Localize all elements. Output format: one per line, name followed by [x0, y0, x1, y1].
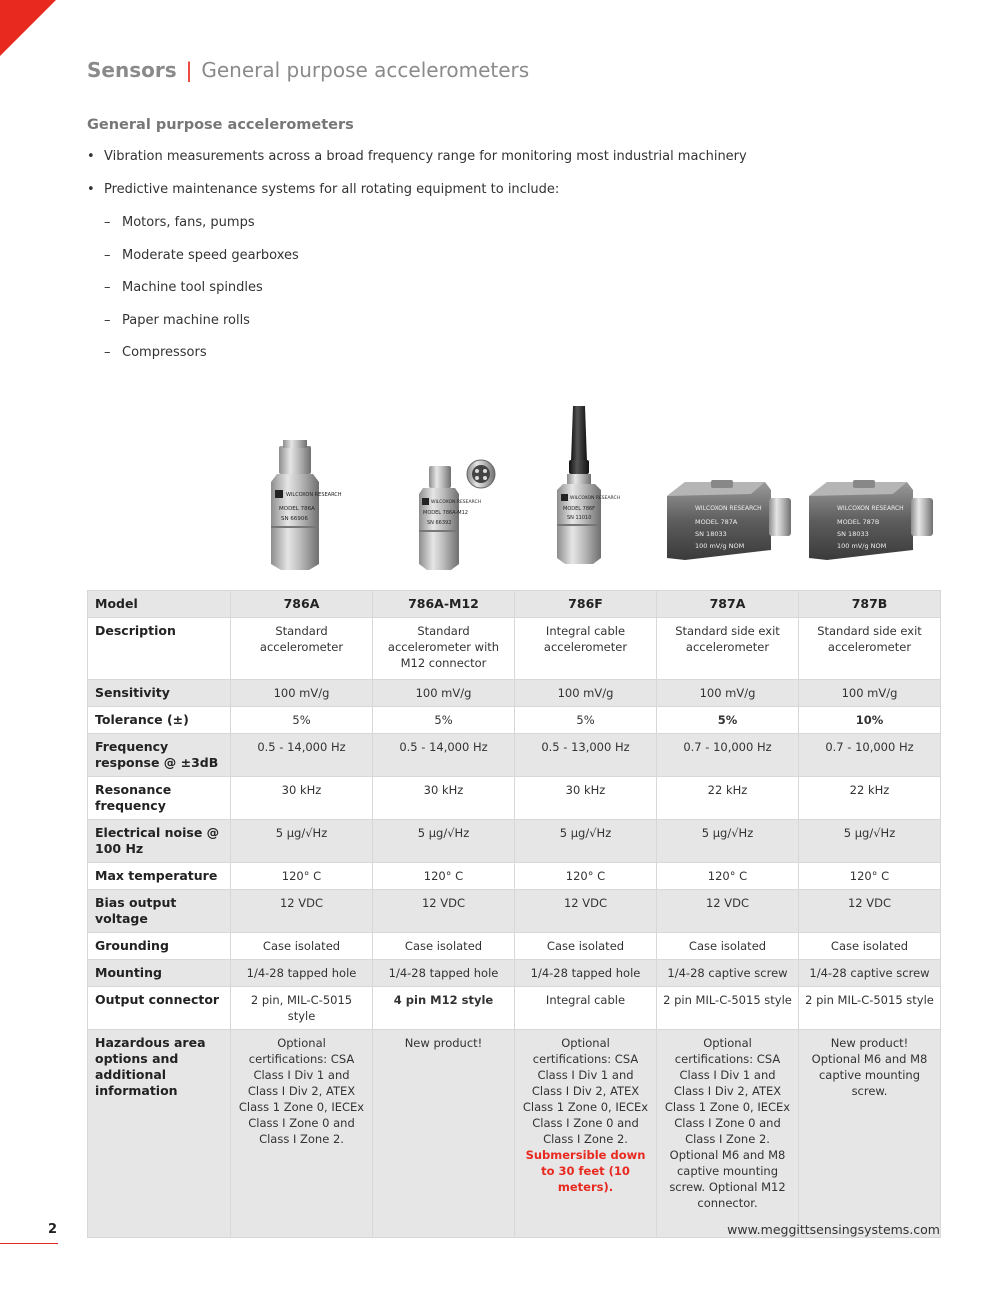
product-images	[229, 398, 939, 583]
product-image-786F	[513, 398, 655, 583]
table-cell: 12 VDC	[799, 890, 941, 933]
product-image-786A	[229, 398, 371, 583]
product-model-text: MODEL 787B	[837, 518, 880, 526]
dash-mark: –	[104, 280, 111, 296]
sub-bullet-text: Motors, fans, pumps	[122, 215, 255, 230]
table-cell-highlight: 5%	[657, 707, 799, 734]
model-header-786F: 786F	[515, 591, 657, 618]
table-cell: Optional certifications: CSA Class I Div 1 and Class I Div 2, ATEX Class 1 Zone 0, IECEx Class I Zone 0 and Class I Zone 2.	[231, 1030, 373, 1238]
row-label: Bias output voltage	[88, 890, 231, 933]
product-sn-text: SN 66392	[427, 520, 452, 526]
table-cell: 100 mV/g	[515, 680, 657, 707]
row-label: Sensitivity	[88, 680, 231, 707]
table-cell: 5 µg/√Hz	[657, 820, 799, 863]
table-row-model	[88, 591, 941, 618]
bullet-mark: •	[87, 182, 95, 197]
product-extra-text: 100 mV/g NOM	[837, 542, 887, 550]
table-cell: 30 kHz	[515, 777, 657, 820]
table-cell	[515, 1030, 657, 1238]
table-cell: 5 µg/√Hz	[515, 820, 657, 863]
table-cell: Standard side exit accelerometer	[657, 618, 799, 680]
footer-accent-line	[0, 1243, 58, 1244]
table-cell: 100 mV/g	[231, 680, 373, 707]
sub-list-item	[87, 247, 967, 280]
sub-list-item	[87, 344, 967, 377]
submersible-note: Submersible down to 30 feet (10 meters).	[525, 1148, 646, 1194]
table-cell: 120° C	[657, 863, 799, 890]
product-sn-text: SN 66906	[281, 516, 308, 522]
table-row-resonance	[88, 777, 941, 820]
row-label: Model	[88, 591, 231, 618]
sub-list-item	[87, 279, 967, 312]
table-cell-highlight: 10%	[799, 707, 941, 734]
sub-bullet-text: Compressors	[122, 345, 207, 361]
bullet-mark: •	[87, 149, 95, 164]
table-row-description	[88, 618, 941, 680]
table-cell: 100 mV/g	[657, 680, 799, 707]
product-brand-text: WILCOXON RESEARCH	[837, 505, 904, 512]
table-cell: 22 kHz	[799, 777, 941, 820]
table-cell: 120° C	[799, 863, 941, 890]
row-label: Electrical noise @ 100 Hz	[88, 820, 231, 863]
row-label: Tolerance (±)	[88, 707, 231, 734]
table-row-hazardous	[88, 1030, 941, 1238]
table-cell: 2 pin MIL-C-5015 style	[657, 987, 799, 1030]
table-cell: 5 µg/√Hz	[373, 820, 515, 863]
row-label: Resonance frequency	[88, 777, 231, 820]
row-label: Frequency response @ ±3dB	[88, 734, 231, 777]
product-brand-text: WILCOXON RESEARCH	[570, 496, 620, 501]
row-label: Output connector	[88, 987, 231, 1030]
hazardous-text: Optional certifications: CSA Class I Div 1 and Class I Div 2, ATEX Class 1 Zone 0, IECEx Class I Zone 0 and Class I Zone 2.	[522, 1036, 649, 1146]
product-brand-text: WILCOXON RESEARCH	[431, 500, 481, 505]
table-cell: 1/4-28 tapped hole	[515, 960, 657, 987]
product-sn-text: SN 18033	[695, 530, 727, 538]
table-cell: 5%	[515, 707, 657, 734]
table-cell: 2 pin, MIL-C-5015 style	[231, 987, 373, 1030]
table-row-grounding	[88, 933, 941, 960]
sub-list-item	[87, 214, 967, 247]
sub-list-item	[87, 312, 967, 345]
dash-mark: –	[104, 312, 111, 328]
table-cell: 0.7 - 10,000 Hz	[657, 734, 799, 777]
product-image-786A-M12	[371, 398, 513, 583]
row-label: Grounding	[88, 933, 231, 960]
header-separator: |	[185, 58, 193, 82]
table-cell: 1/4-28 tapped hole	[373, 960, 515, 987]
product-sn-text: SN 18033	[837, 530, 869, 538]
table-cell: 120° C	[373, 863, 515, 890]
table-cell: Case isolated	[799, 933, 941, 960]
table-cell: Case isolated	[231, 933, 373, 960]
table-cell: 30 kHz	[231, 777, 373, 820]
table-row-bias	[88, 890, 941, 933]
row-label: Description	[88, 618, 231, 680]
bullet-text: Vibration measurements across a broad frequency range for monitoring most industrial machinery	[104, 149, 747, 164]
table-cell: Integral cable accelerometer	[515, 618, 657, 680]
header-category: Sensors	[87, 58, 177, 82]
table-cell: Integral cable	[515, 987, 657, 1030]
table-cell: 0.7 - 10,000 Hz	[799, 734, 941, 777]
table-cell: 22 kHz	[657, 777, 799, 820]
table-cell: 30 kHz	[373, 777, 515, 820]
table-cell: 0.5 - 14,000 Hz	[231, 734, 373, 777]
page-header	[87, 58, 529, 82]
product-brand-text: WILCOXON RESEARCH	[286, 492, 342, 498]
table-cell: New product! Optional M6 and M8 captive mounting screw.	[799, 1030, 941, 1238]
model-header-786A-M12: 786A-M12	[373, 591, 515, 618]
product-extra-text: 100 mV/g NOM	[695, 542, 745, 550]
product-brand-text: WILCOXON RESEARCH	[695, 505, 762, 512]
product-model-text: MODEL 786A	[279, 506, 315, 512]
table-row-connector	[88, 987, 941, 1030]
section-title: General purpose accelerometers	[87, 117, 354, 133]
list-item	[87, 148, 967, 181]
sub-bullet-text: Machine tool spindles	[122, 280, 263, 296]
table-cell: 120° C	[231, 863, 373, 890]
model-header-787A: 787A	[657, 591, 799, 618]
product-model-text: MODEL 786F	[563, 506, 596, 512]
header-title: General purpose accelerometers	[201, 58, 530, 82]
dash-mark: –	[104, 215, 111, 230]
table-cell: 100 mV/g	[799, 680, 941, 707]
table-cell: 2 pin MIL-C-5015 style	[799, 987, 941, 1030]
table-cell: Standard side exit accelerometer	[799, 618, 941, 680]
table-cell: 100 mV/g	[373, 680, 515, 707]
table-cell: Standard accelerometer with M12 connector	[373, 618, 515, 680]
table-cell: Standard accelerometer	[231, 618, 373, 680]
table-cell: 5%	[373, 707, 515, 734]
product-image-787B	[797, 398, 939, 583]
table-cell: Case isolated	[373, 933, 515, 960]
table-row-frequency	[88, 734, 941, 777]
product-model-text: MODEL 787A	[695, 518, 738, 526]
model-header-787B: 787B	[799, 591, 941, 618]
sub-bullet-text: Paper machine rolls	[122, 312, 250, 328]
list-item	[87, 181, 967, 214]
website-link[interactable]: www.meggittsensingsystems.com	[727, 1222, 940, 1237]
corner-accent	[0, 0, 56, 56]
product-image-787A	[655, 398, 797, 583]
table-cell: 12 VDC	[657, 890, 799, 933]
row-label: Hazardous area options and additional information	[88, 1030, 231, 1238]
table-cell: 1/4-28 captive screw	[657, 960, 799, 987]
model-header-786A: 786A	[231, 591, 373, 618]
table-cell: Case isolated	[515, 933, 657, 960]
table-cell-highlight: 4 pin M12 style	[373, 987, 515, 1030]
page-number: 2	[48, 1222, 58, 1237]
table-row-mounting	[88, 960, 941, 987]
dash-mark: –	[104, 345, 111, 361]
table-cell: 120° C	[515, 863, 657, 890]
table-row-tolerance	[88, 707, 941, 734]
table-row-noise	[88, 820, 941, 863]
table-cell: 0.5 - 14,000 Hz	[373, 734, 515, 777]
spec-table	[87, 590, 941, 1238]
table-cell: 1/4-28 tapped hole	[231, 960, 373, 987]
dash-mark: –	[104, 247, 111, 263]
table-cell: 5 µg/√Hz	[231, 820, 373, 863]
table-cell: 0.5 - 13,000 Hz	[515, 734, 657, 777]
row-label: Max temperature	[88, 863, 231, 890]
table-cell: 12 VDC	[515, 890, 657, 933]
table-cell: 5 µg/√Hz	[799, 820, 941, 863]
row-label: Mounting	[88, 960, 231, 987]
table-cell: 12 VDC	[231, 890, 373, 933]
bullet-list	[87, 148, 967, 377]
table-row-temperature	[88, 863, 941, 890]
table-cell: 1/4-28 captive screw	[799, 960, 941, 987]
table-row-sensitivity	[88, 680, 941, 707]
product-model-text: MODEL 786A-M12	[423, 510, 468, 516]
table-cell: 5%	[231, 707, 373, 734]
product-sn-text: SN 11010	[567, 515, 592, 521]
bullet-text: Predictive maintenance systems for all rotating equipment to include:	[104, 182, 560, 197]
table-cell: Optional certifications: CSA Class I Div 1 and Class I Div 2, ATEX Class 1 Zone 0, IECEx Class I Zone 0 and Class I Zone 2. Optional M6 and M8 captive mounting screw. Optional M12 connector.	[657, 1030, 799, 1238]
table-cell: Case isolated	[657, 933, 799, 960]
table-cell: 12 VDC	[373, 890, 515, 933]
sub-bullet-text: Moderate speed gearboxes	[122, 247, 299, 263]
table-cell: New product!	[373, 1030, 515, 1238]
